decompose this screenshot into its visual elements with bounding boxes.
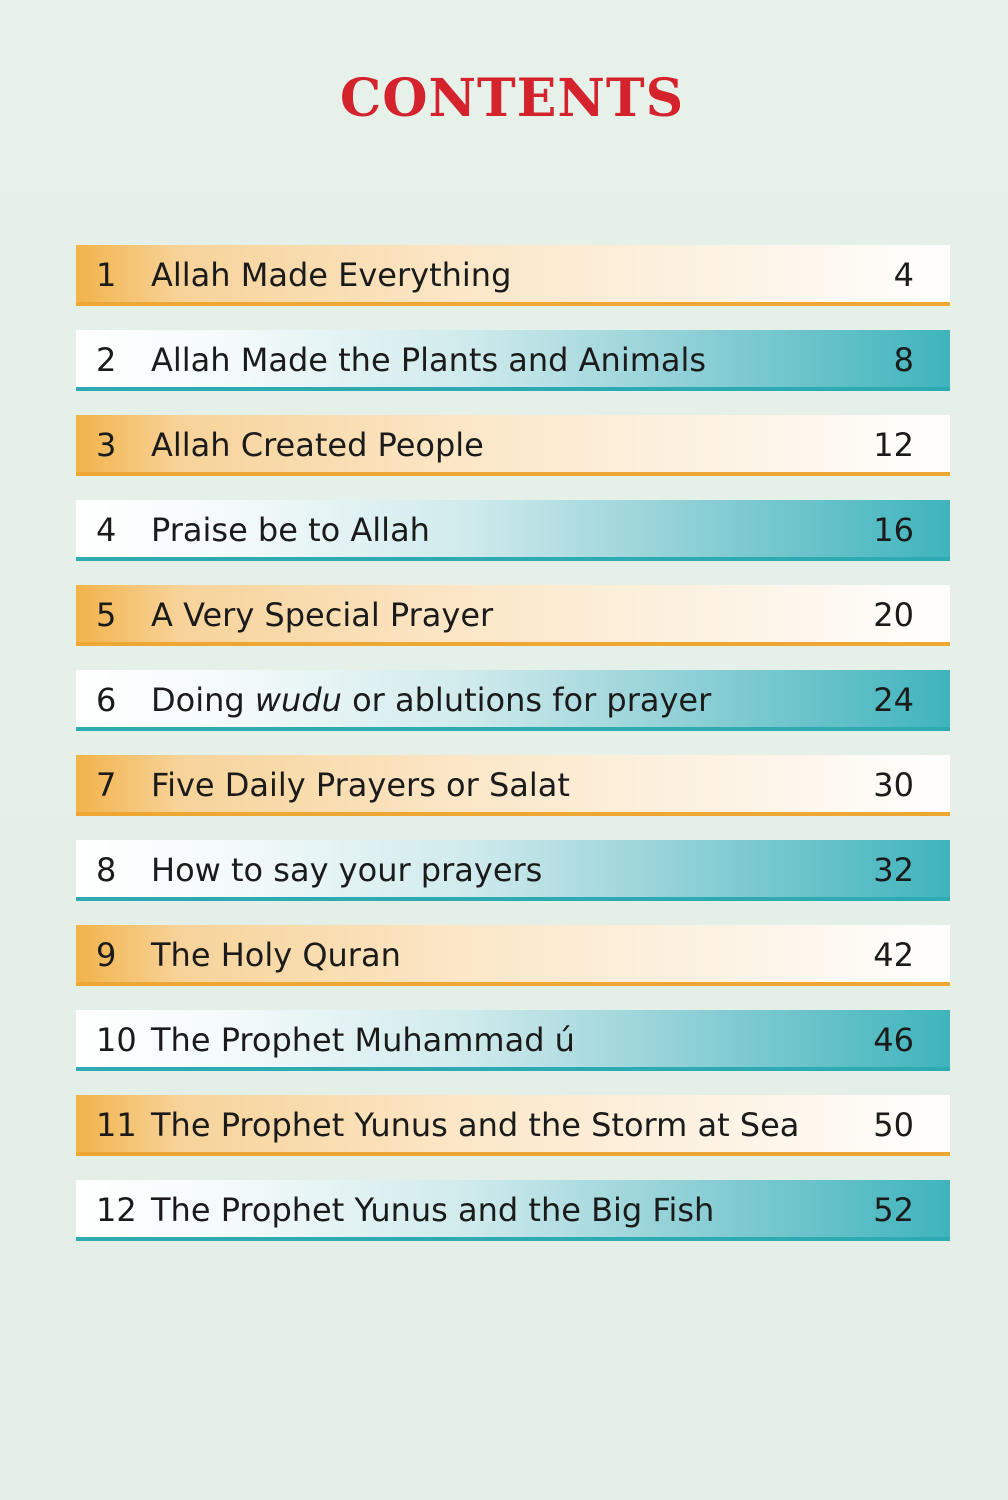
entry-page-number: 42 [873, 936, 914, 974]
entry-number: 5 [96, 596, 117, 634]
entry-page-number: 52 [873, 1191, 914, 1229]
toc-entry-11[interactable] [76, 1095, 950, 1156]
toc-entry-4[interactable] [76, 500, 950, 561]
entry-title: Praise be to Allah [151, 511, 430, 549]
entry-number: 1 [96, 256, 117, 294]
entry-number: 8 [96, 851, 117, 889]
entry-page-number: 50 [873, 1106, 914, 1144]
entry-title: Five Daily Prayers or Salat [151, 766, 570, 804]
entry-number: 2 [96, 341, 117, 379]
entry-page-number: 16 [873, 511, 914, 549]
entry-number: 10 [96, 1021, 137, 1059]
toc-entry-10[interactable] [76, 1010, 950, 1071]
entry-number: 11 [96, 1106, 137, 1144]
entry-title: A Very Special Prayer [151, 596, 494, 634]
entry-title: How to say your prayers [151, 851, 543, 889]
toc-entry-9[interactable] [76, 925, 950, 986]
toc-entry-12[interactable] [76, 1180, 950, 1241]
entry-title: The Holy Quran [151, 936, 401, 974]
toc-entry-2[interactable] [76, 330, 950, 391]
entry-title-italic: wudu [254, 681, 342, 719]
entry-number: 6 [96, 681, 117, 719]
table-of-contents [76, 245, 950, 1265]
entry-number: 12 [96, 1191, 137, 1229]
entry-title: The Prophet Yunus and the Storm at Sea [151, 1106, 800, 1144]
entry-page-number: 24 [873, 681, 914, 719]
entry-page-number: 4 [893, 256, 914, 294]
entry-page-number: 12 [873, 426, 914, 464]
entry-page-number: 46 [873, 1021, 914, 1059]
entry-title-post: or ablutions for prayer [341, 681, 712, 719]
entry-number: 4 [96, 511, 117, 549]
entry-number: 7 [96, 766, 117, 804]
toc-entry-1[interactable] [76, 245, 950, 306]
toc-entry-6[interactable] [76, 670, 950, 731]
toc-entry-8[interactable] [76, 840, 950, 901]
toc-entry-5[interactable] [76, 585, 950, 646]
entry-title: Allah Made the Plants and Animals [151, 341, 707, 379]
entry-title: Allah Created People [151, 426, 484, 464]
entry-page-number: 8 [893, 341, 914, 379]
entry-page-number: 20 [873, 596, 914, 634]
entry-title-pre: Doing [151, 681, 255, 719]
page-title: CONTENTS [339, 68, 685, 129]
entry-number: 3 [96, 426, 117, 464]
entry-page-number: 32 [873, 851, 914, 889]
entry-title: The Prophet Muhammad ú [151, 1021, 575, 1059]
entry-page-number: 30 [873, 766, 914, 804]
entry-title: Allah Made Everything [151, 256, 512, 294]
entry-number: 9 [96, 936, 117, 974]
entry-title: The Prophet Yunus and the Big Fish [151, 1191, 715, 1229]
entry-title [151, 678, 711, 722]
toc-entry-3[interactable] [76, 415, 950, 476]
toc-entry-7[interactable] [76, 755, 950, 816]
